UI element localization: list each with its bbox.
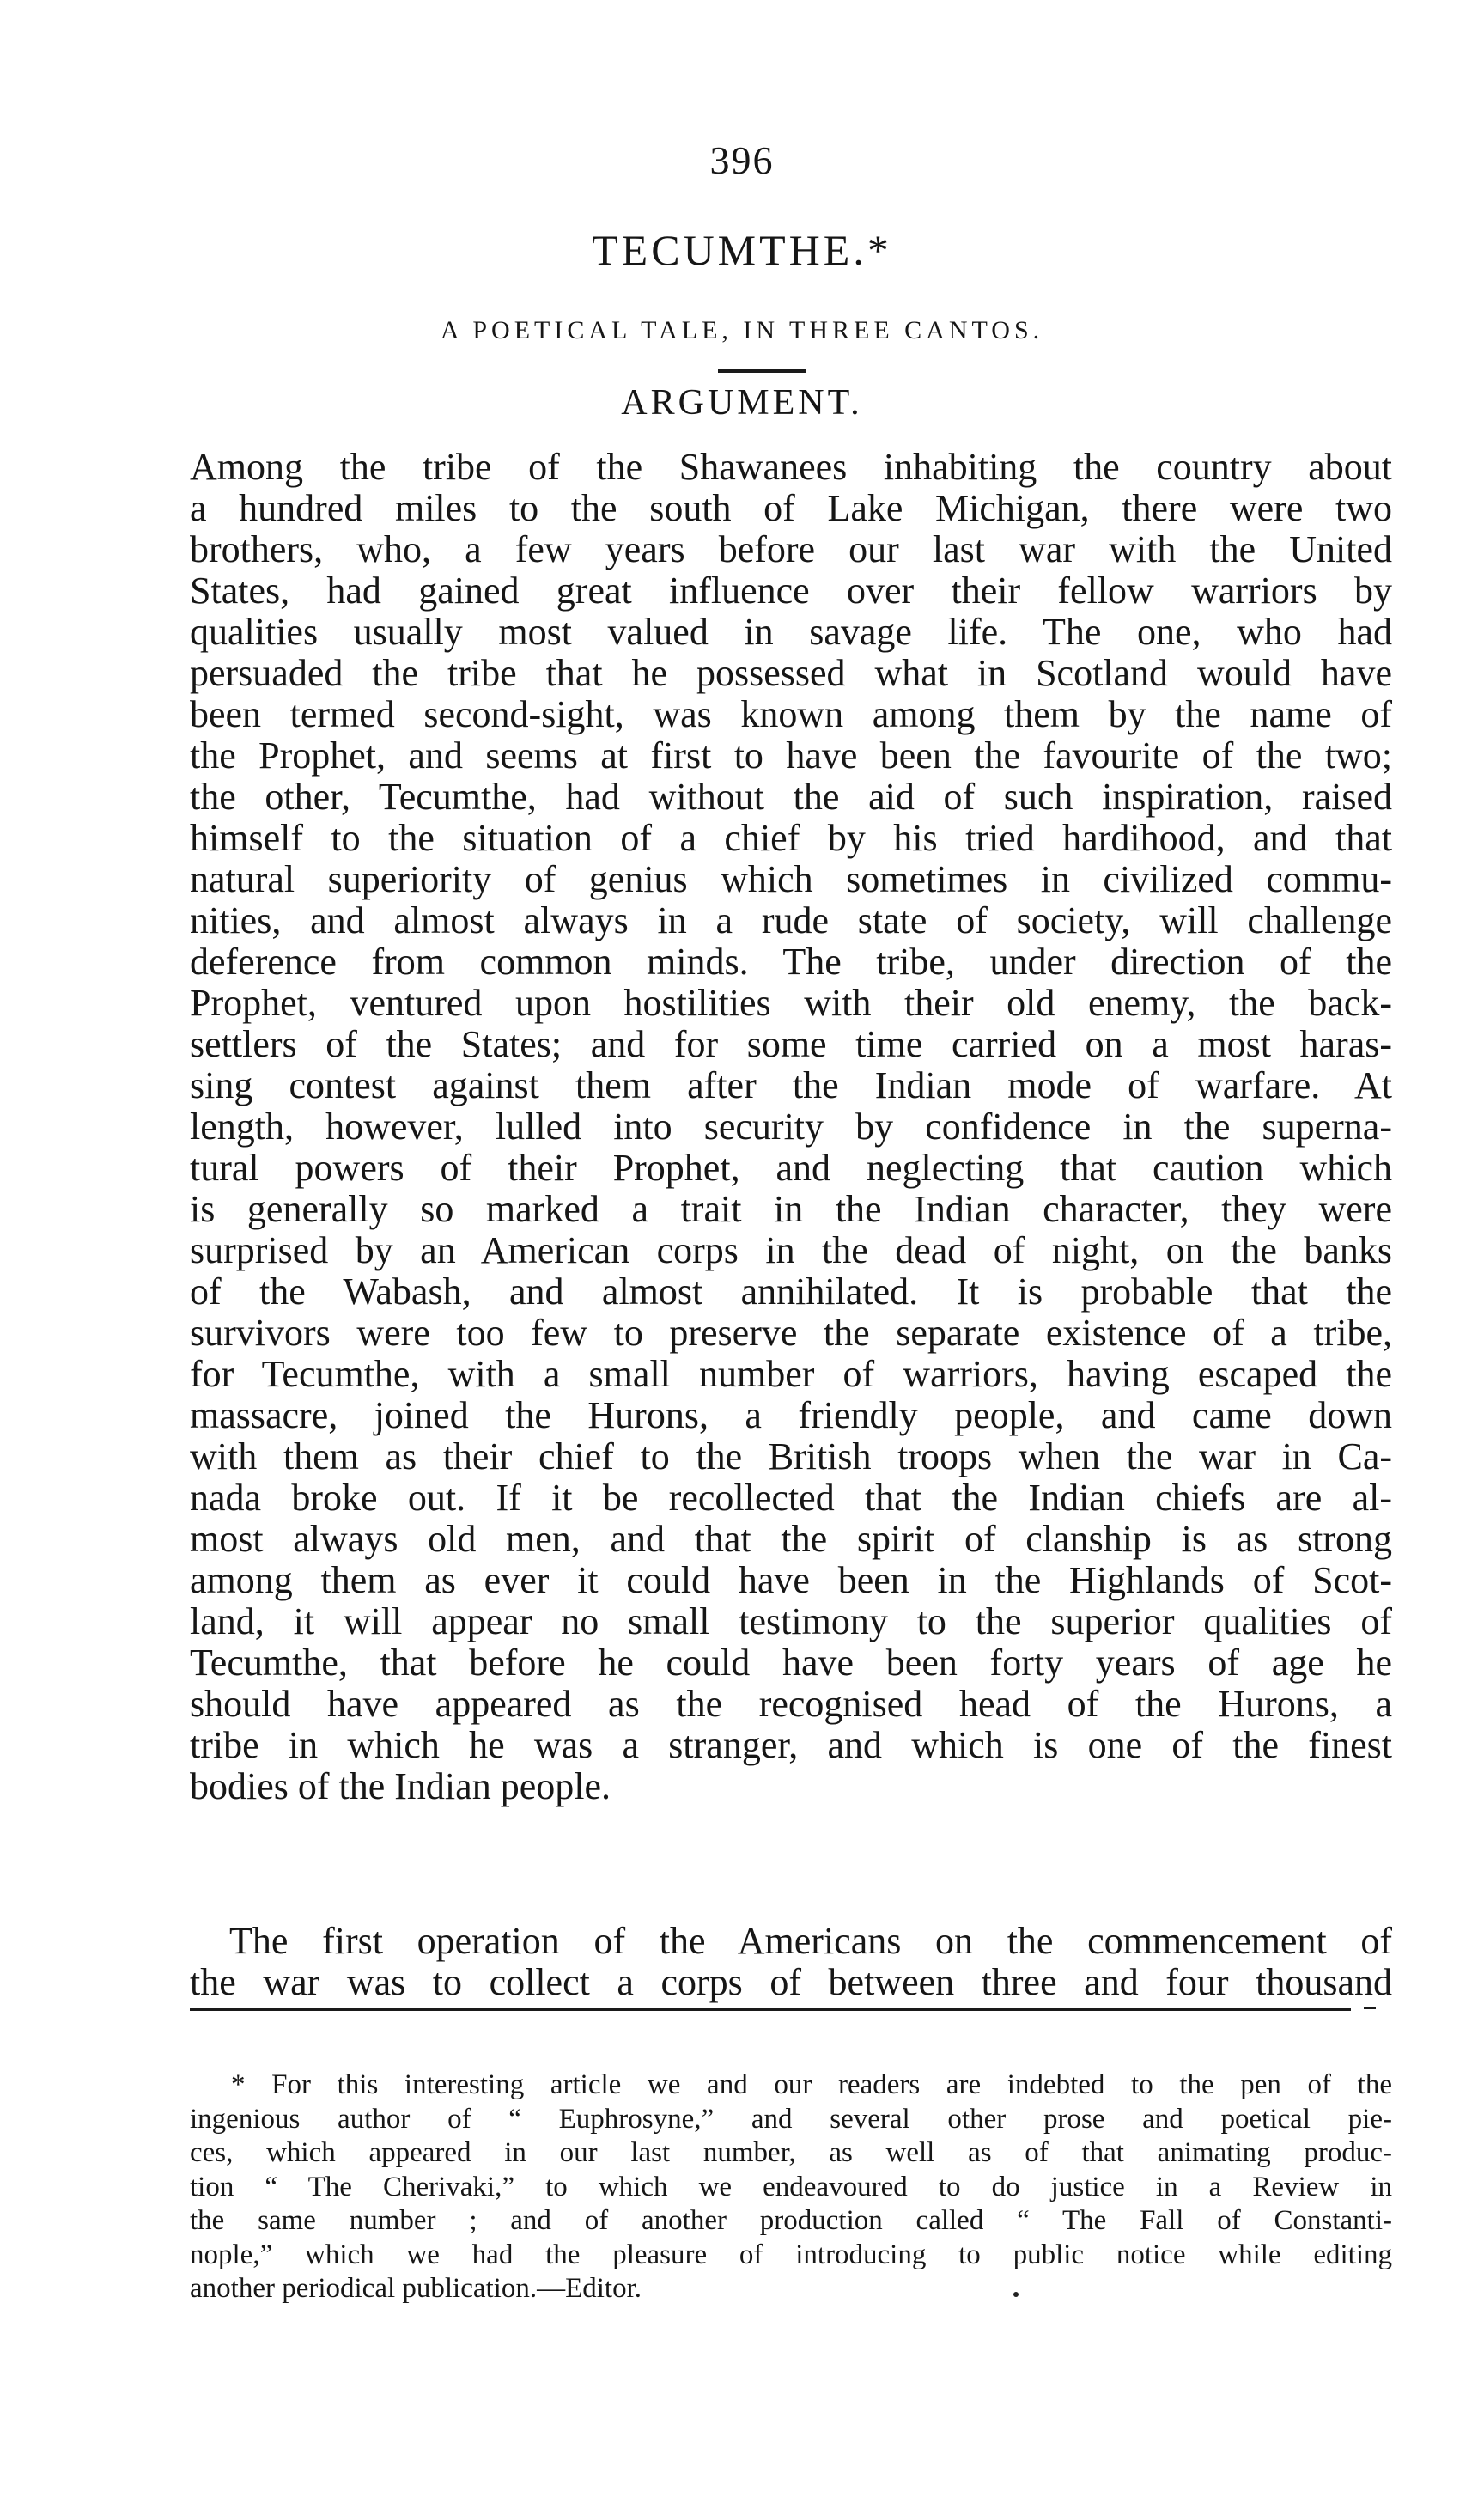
text-line: settlers of the States; and for some time carried on a most haras-	[190, 1024, 1392, 1065]
text-line: another periodical publication.—Editor.	[190, 2273, 642, 2304]
text-line: the war was to collect a corps of between three and four thousand	[190, 1962, 1392, 2003]
text-line: been termed second-sight, was known among them by the name of	[190, 694, 1392, 735]
poem-title: TECUMTHE.*	[592, 226, 892, 274]
poem-subtitle: A POETICAL TALE, IN THREE CANTOS.	[440, 316, 1044, 344]
text-line: The first operation of the Americans on the commencement of	[229, 1921, 1392, 1962]
text-line: nople,” which we had the pleasure of introducing to public notice while editing	[190, 2239, 1392, 2270]
footnote-rule-dash	[1364, 2007, 1376, 2009]
footnote	[190, 2068, 1392, 2306]
text-line: sing contest against them after the Indian mode of warfare. At	[190, 1065, 1392, 1106]
text-line: tural powers of their Prophet, and neglecting that caution which	[190, 1148, 1392, 1189]
text-line: ingenious author of “ Euphrosyne,” and several other prose and poetical pie-	[190, 2103, 1392, 2135]
title-rule	[718, 369, 806, 373]
text-line: Among the tribe of the Shawanees inhabiting the country about	[190, 447, 1392, 488]
argument-paragraph-1	[190, 447, 1392, 1807]
text-line: among them as ever it could have been in the Highlands of Scot-	[190, 1560, 1392, 1601]
text-line: * For this interesting article we and our readers are indebted to the pen of the	[231, 2069, 1392, 2100]
text-line: is generally so marked a trait in the Indian character, they were	[190, 1189, 1392, 1230]
text-line: States, had gained great influence over their fellow warriors by	[190, 570, 1392, 612]
text-line: himself to the situation of a chief by his tried hardihood, and that	[190, 818, 1392, 859]
text-line: brothers, who, a few years before our last war with the United	[190, 529, 1392, 570]
text-line: should have appeared as the recognised head of the Hurons, a	[190, 1684, 1392, 1725]
text-line: tion “ The Cherivaki,” to which we endeavoured to do justice in a Review in	[190, 2171, 1392, 2202]
text-line: natural superiority of genius which sometimes in civilized commu-	[190, 859, 1392, 900]
text-line: the other, Tecumthe, had without the aid of such inspiration, raised	[190, 777, 1392, 818]
text-line: bodies of the Indian people.	[190, 1766, 611, 1807]
text-line: the Prophet, and seems at first to have been the favourite of the two;	[190, 735, 1392, 777]
text-line: of the Wabash, and almost annihilated. It is probable that the	[190, 1271, 1392, 1313]
text-line: most always old men, and that the spirit of clanship is as strong	[190, 1519, 1392, 1560]
text-line: for Tecumthe, with a small number of warriors, having escaped the	[190, 1354, 1392, 1395]
ink-speck	[1013, 2292, 1019, 2297]
text-line: massacre, joined the Hurons, a friendly people, and came down	[190, 1395, 1392, 1436]
text-line: nities, and almost always in a rude state of society, will challenge	[190, 900, 1392, 941]
text-line: ces, which appeared in our last number, as well as of that animating produc-	[190, 2137, 1392, 2168]
text-line: surprised by an American corps in the dead of night, on the banks	[190, 1230, 1392, 1271]
text-line: Tecumthe, that before he could have been forty years of age he	[190, 1642, 1392, 1684]
page-number: 396	[709, 138, 775, 182]
text-line: a hundred miles to the south of Lake Michigan, there were two	[190, 488, 1392, 529]
argument-heading: ARGUMENT.	[621, 383, 863, 423]
text-line: nada broke out. If it be recollected that the Indian chiefs are al-	[190, 1477, 1392, 1519]
text-line: land, it will appear no small testimony to the superior qualities of	[190, 1601, 1392, 1642]
text-line: persuaded the tribe that he possessed what in Scotland would have	[190, 653, 1392, 694]
text-line: deference from common minds. The tribe, under direction of the	[190, 941, 1392, 983]
text-line: with them as their chief to the British troops when the war in Ca-	[190, 1436, 1392, 1477]
text-line: the same number ; and of another production called “ The Fall of Constanti-	[190, 2205, 1392, 2236]
text-line: Prophet, ventured upon hostilities with their old enemy, the back-	[190, 983, 1392, 1024]
footnote-rule	[190, 2008, 1351, 2011]
text-line: survivors were too few to preserve the separate existence of a tribe,	[190, 1313, 1392, 1354]
text-line: length, however, lulled into security by confidence in the superna-	[190, 1106, 1392, 1148]
text-line: qualities usually most valued in savage life. The one, who had	[190, 612, 1392, 653]
argument-paragraph-2	[190, 1921, 1392, 2003]
text-line: tribe in which he was a stranger, and which is one of the finest	[190, 1725, 1392, 1766]
